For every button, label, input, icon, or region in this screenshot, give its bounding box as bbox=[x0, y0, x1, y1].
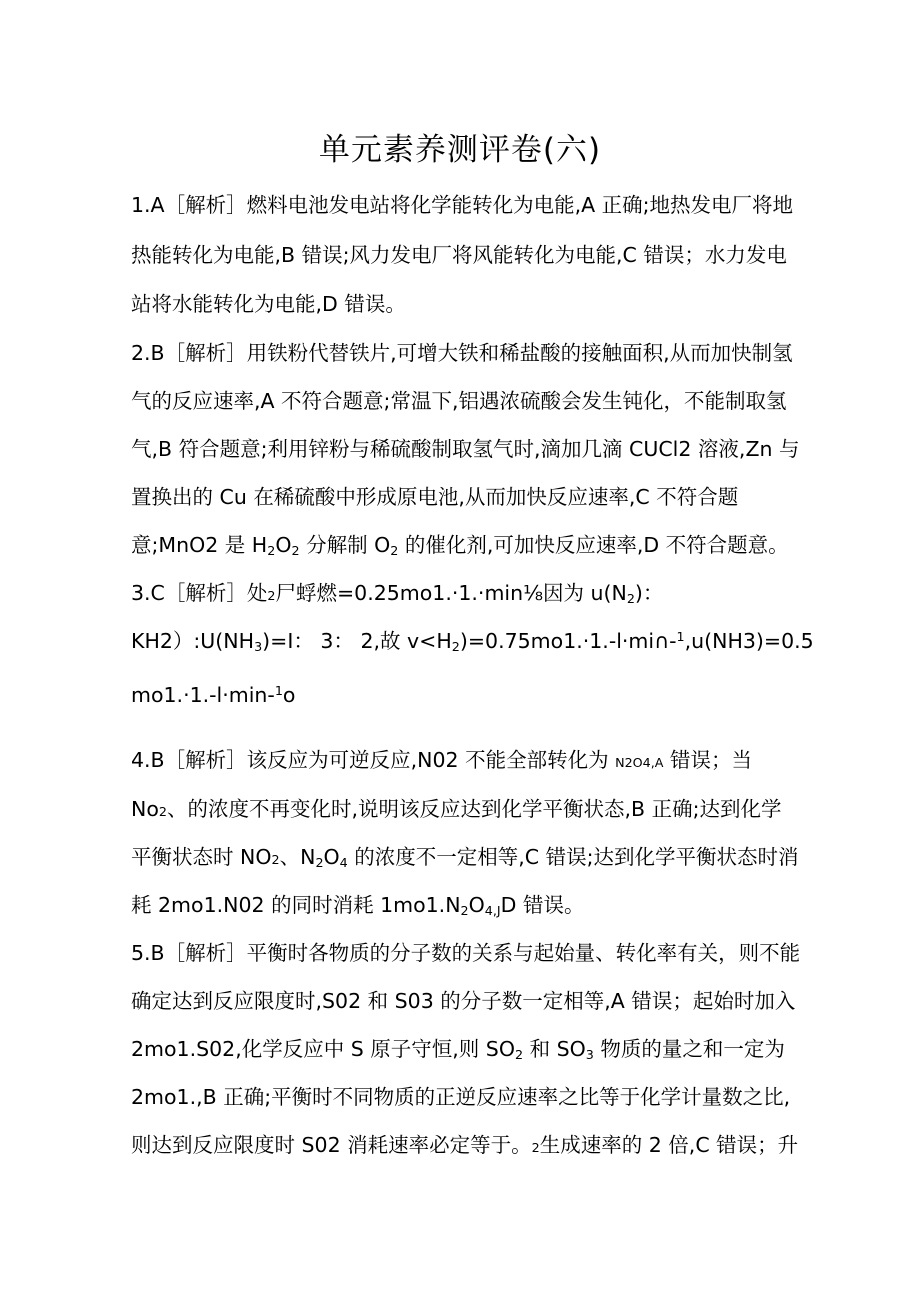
text-run: O bbox=[323, 845, 340, 869]
text-line bbox=[131, 842, 799, 875]
text-run: 2mo1.S02,化学反应中 S 原子守恒,则 SO bbox=[131, 1037, 515, 1061]
text-line bbox=[131, 626, 814, 656]
text-run: 5.B［解析］平衡时各物质的分子数的关系与起始量、转化率有关，则不能 bbox=[131, 941, 801, 965]
text-run: 2mo1.,B 正确;平衡时不同物质的正逆反应速率之比等于化学计量数之比, bbox=[131, 1085, 791, 1109]
text-line bbox=[131, 578, 663, 611]
text-sub: 2 bbox=[626, 591, 635, 607]
text-sup: 1 bbox=[274, 683, 283, 699]
text-line bbox=[131, 680, 295, 710]
text-run: No bbox=[131, 797, 159, 821]
text-run: )： bbox=[634, 581, 664, 605]
text-line bbox=[131, 890, 584, 920]
text-line bbox=[131, 482, 738, 512]
text-sub: 3 bbox=[254, 639, 263, 655]
text-line bbox=[131, 1130, 798, 1163]
text-sub: 2 bbox=[514, 1047, 524, 1063]
text-run: 3.C［解析］处 bbox=[131, 581, 268, 605]
text-line bbox=[131, 240, 787, 270]
text-run: 生成速率的 2 倍,C 错误；升 bbox=[539, 1133, 799, 1157]
text-sub: 2 bbox=[315, 855, 324, 871]
text-sub: 4 bbox=[339, 855, 348, 871]
text-sm: 2 bbox=[531, 1140, 540, 1155]
text-line bbox=[131, 1082, 790, 1112]
text-line bbox=[131, 986, 795, 1016]
text-run: 错误；当 bbox=[663, 748, 753, 772]
text-sub: 2 bbox=[267, 543, 276, 559]
text-run: 确定达到反应限度时,S02 和 S03 的分子数一定相等,A 错误；起始时加入 bbox=[131, 989, 796, 1013]
text-run: 、的浓度不再变化时,说明该反应达到化学平衡状态,B 正确;达到化学 bbox=[166, 797, 782, 821]
text-line bbox=[131, 386, 786, 416]
text-run: 尸蜉燃=0.25mo1.·1.·min⅛因为 u(N bbox=[275, 581, 627, 605]
text-run: 4.B［解析］该反应为可逆反应,N02 不能全部转化为 bbox=[131, 748, 616, 772]
text-run: 的催化剂,可加快反应速率,D 不符合题意。 bbox=[398, 533, 789, 557]
text-sub: 2 bbox=[451, 639, 460, 655]
text-line bbox=[131, 289, 406, 319]
text-line bbox=[131, 434, 800, 464]
text-sub: 2 bbox=[460, 903, 469, 919]
text-run: O bbox=[275, 533, 292, 557]
text-sub: 2 bbox=[390, 543, 399, 559]
text-run: 2.B［解析］用铁粉代替铁片,可增大铁和稀盐酸的接触面积,从而加快制氢 bbox=[131, 341, 793, 365]
text-line bbox=[131, 1034, 785, 1064]
text-run: 则达到反应限度时 S02 消耗速率必定等于。 bbox=[131, 1133, 532, 1157]
text-sm: 2 bbox=[158, 804, 167, 819]
text-sub: 4,J bbox=[484, 903, 501, 919]
text-run: mo1.·1.-l·min- bbox=[131, 683, 275, 707]
text-sub: 2 bbox=[291, 543, 300, 559]
text-sup: 1 bbox=[676, 629, 685, 645]
text-run: 耗 2mo1.N02 的同时消耗 1mo1.N bbox=[131, 893, 461, 917]
text-line bbox=[131, 338, 793, 368]
text-line bbox=[131, 745, 752, 778]
text-run: 和 SO bbox=[523, 1037, 586, 1061]
text-sm: N2O4,A bbox=[615, 755, 664, 770]
text-run: )=I： 3： 2,故 v<H bbox=[262, 629, 452, 653]
text-run: 意;MnO2 是 H bbox=[131, 533, 268, 557]
text-run: o bbox=[282, 683, 296, 707]
text-run: 气的反应速率,A 不符合题意;常温下,铝遇浓硫酸会发生钝化，不能制取氢 bbox=[131, 389, 787, 413]
text-sm: 2 bbox=[271, 852, 280, 867]
text-run: 的浓度不一定相等,C 错误;达到化学平衡状态时消 bbox=[347, 845, 799, 869]
text-run: )=0.75mo1.·1.-l·mi∩- bbox=[459, 629, 677, 653]
text-run: 分解制 O bbox=[299, 533, 391, 557]
text-run: 热能转化为电能,B 错误;风力发电厂将风能转化为电能,C 错误；水力发电 bbox=[131, 243, 787, 267]
text-run: KH2）:U(NH bbox=[131, 629, 255, 653]
text-run: 、N bbox=[279, 845, 316, 869]
text-sm: 2 bbox=[267, 588, 276, 603]
text-run: 平衡状态时 NO bbox=[131, 845, 272, 869]
text-line bbox=[131, 938, 800, 968]
page-title: 单元素养测评卷(六) bbox=[318, 132, 602, 168]
text-run: 物质的量之和一定为 bbox=[593, 1037, 785, 1061]
text-run: O bbox=[468, 893, 485, 917]
text-sub: 3 bbox=[585, 1047, 594, 1063]
text-line bbox=[131, 190, 793, 220]
text-line bbox=[131, 794, 782, 827]
text-run: 置换出的 Cu 在稀硫酸中形成原电池,从而加快反应速率,C 不符合题 bbox=[131, 485, 739, 509]
text-run: 1.A［解析］燃料电池发电站将化学能转化为电能,A 正确;地热发电厂将地 bbox=[131, 193, 794, 217]
text-run: D 错误。 bbox=[500, 893, 585, 917]
text-run: ,u(NH3)=0.5 bbox=[684, 629, 814, 653]
text-line bbox=[131, 530, 789, 560]
text-run: 气,B 符合题意;利用锌粉与稀硫酸制取氢气时,滴加几滴 CUCl2 溶液,Zn 与 bbox=[131, 437, 800, 461]
text-run: 站将水能转化为电能,D 错误。 bbox=[131, 292, 406, 316]
